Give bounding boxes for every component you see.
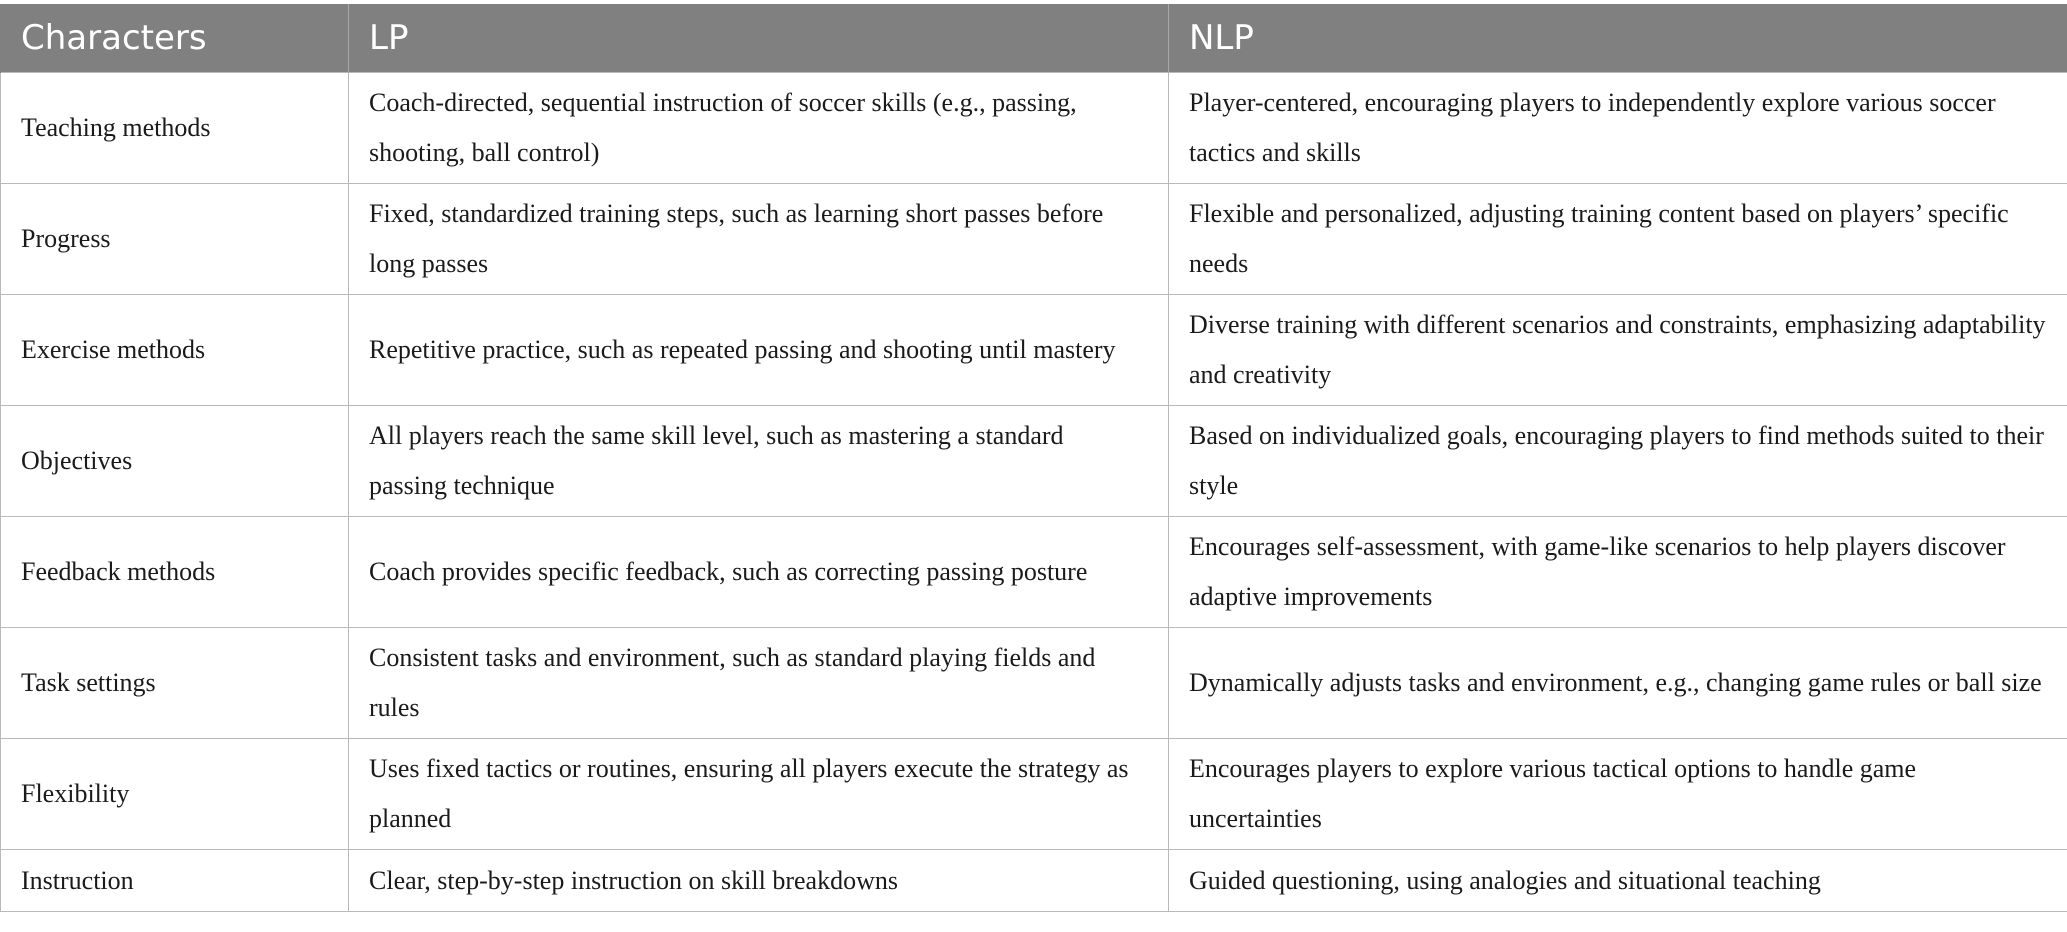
- lp-cell: Fixed, standardized training steps, such as learning short passes before long passes: [349, 184, 1169, 295]
- lp-cell: Uses fixed tactics or routines, ensuring all players execute the strategy as planned: [349, 739, 1169, 850]
- table-header: [1, 4, 2067, 73]
- table-row: [1, 73, 2067, 184]
- nlp-cell: Encourages self-assessment, with game-like scenarios to help players discover adaptive improvements: [1169, 517, 2067, 628]
- lp-cell: Consistent tasks and environment, such as standard playing fields and rules: [349, 628, 1169, 739]
- table-row: [1, 406, 2067, 517]
- row-label: Flexibility: [1, 739, 349, 850]
- table-body: [1, 73, 2067, 912]
- lp-cell: Clear, step-by-step instruction on skill breakdowns: [349, 850, 1169, 912]
- lp-cell: Coach-directed, sequential instruction of soccer skills (e.g., passing, shooting, ball control): [349, 73, 1169, 184]
- nlp-cell: Encourages players to explore various tactical options to handle game uncertainties: [1169, 739, 2067, 850]
- header-nlp: NLP: [1169, 4, 2067, 73]
- table-row: [1, 739, 2067, 850]
- row-label: Feedback methods: [1, 517, 349, 628]
- row-label: Exercise methods: [1, 295, 349, 406]
- row-label: Teaching methods: [1, 73, 349, 184]
- lp-cell: Coach provides specific feedback, such as correcting passing posture: [349, 517, 1169, 628]
- row-label: Task settings: [1, 628, 349, 739]
- nlp-cell: Flexible and personalized, adjusting training content based on players’ specific needs: [1169, 184, 2067, 295]
- table-row: [1, 628, 2067, 739]
- table-row: [1, 850, 2067, 912]
- table-row: [1, 517, 2067, 628]
- nlp-cell: Dynamically adjusts tasks and environment, e.g., changing game rules or ball size: [1169, 628, 2067, 739]
- row-label: Progress: [1, 184, 349, 295]
- row-label: Objectives: [1, 406, 349, 517]
- nlp-cell: Based on individualized goals, encouraging players to find methods suited to their style: [1169, 406, 2067, 517]
- lp-cell: Repetitive practice, such as repeated passing and shooting until mastery: [349, 295, 1169, 406]
- comparison-table-container: [0, 4, 2067, 912]
- header-lp: LP: [349, 4, 1169, 73]
- header-row: [1, 4, 2067, 73]
- lp-nlp-comparison-table: [0, 4, 2067, 912]
- nlp-cell: Diverse training with different scenarios and constraints, emphasizing adaptability and creativity: [1169, 295, 2067, 406]
- header-characters: Characters: [1, 4, 349, 73]
- nlp-cell: Guided questioning, using analogies and situational teaching: [1169, 850, 2067, 912]
- lp-cell: All players reach the same skill level, such as mastering a standard passing technique: [349, 406, 1169, 517]
- table-row: [1, 295, 2067, 406]
- row-label: Instruction: [1, 850, 349, 912]
- nlp-cell: Player-centered, encouraging players to independently explore various soccer tactics and skills: [1169, 73, 2067, 184]
- table-row: [1, 184, 2067, 295]
